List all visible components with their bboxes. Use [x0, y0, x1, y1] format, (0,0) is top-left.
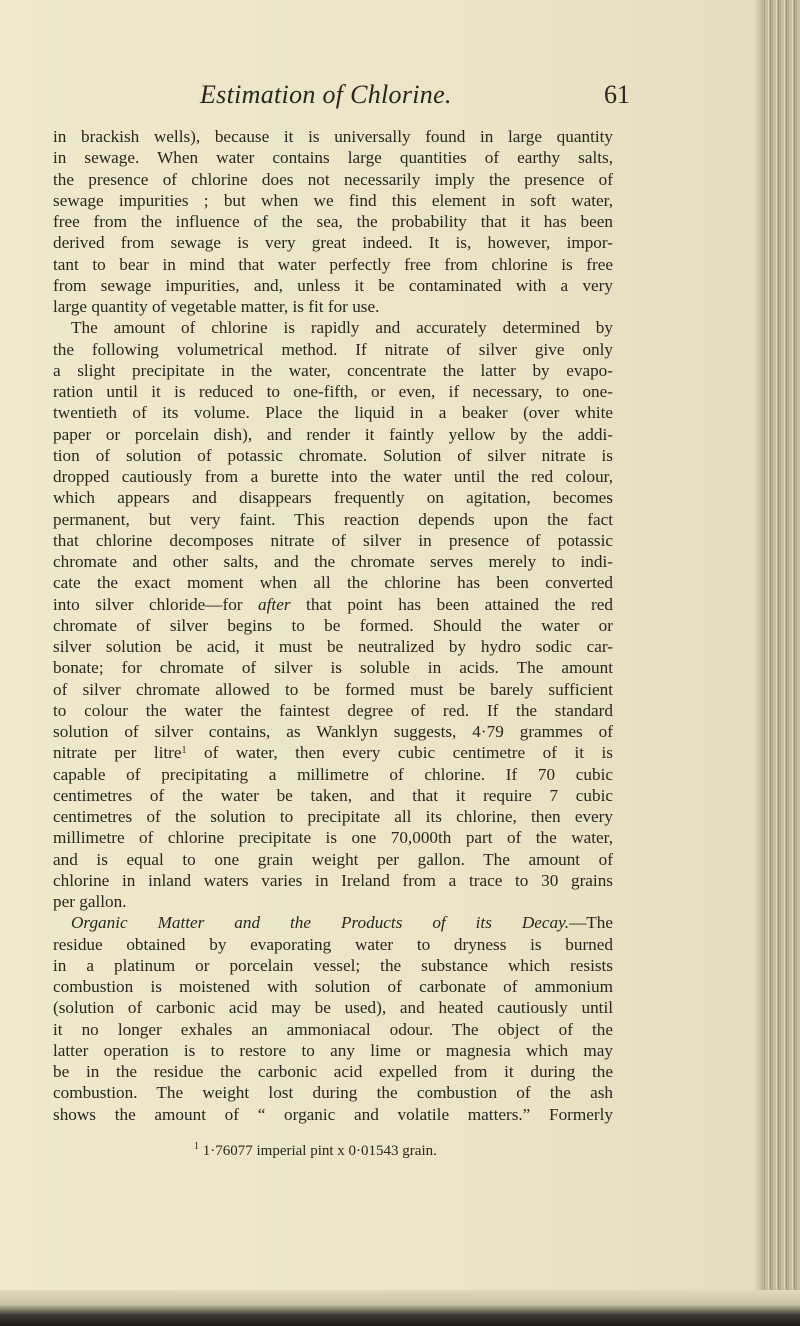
paragraph-1 [53, 126, 613, 317]
text-line: per gallon. [53, 892, 127, 911]
text-run: that point has been attained the red [290, 594, 613, 614]
text-line: shows the amount of “ organic and volatile matters.” Formerly [53, 1104, 613, 1124]
text-line: silver solution be acid, it must be neutralized by hydro sodic car- [53, 637, 613, 656]
text-line: which appears and disappears frequently on agitation, becomes [53, 488, 613, 508]
text-run: into silver chloride—for [53, 594, 259, 614]
page-bottom-edge [0, 1290, 800, 1326]
text-line: in a platinum or porcelain vessel; the substance which resists [53, 955, 613, 975]
running-title: Estimation of Chlorine. [200, 80, 452, 109]
footnote-reference: 1 [181, 745, 187, 757]
gutter-shadow [754, 0, 764, 1326]
text-line: centimetres of the water be taken, and that it require 7 cubic [53, 785, 613, 805]
text-line: dropped cautiously from a burette into the water until the red colour, [53, 467, 613, 486]
text-line: in brackish wells), because it is universally found in large quantity [53, 127, 613, 146]
paragraph-2 [53, 317, 613, 912]
footnote [194, 1143, 437, 1160]
text-line: from sewage impurities, and, unless it be contaminated with a very [53, 275, 613, 295]
page-number: 61 [604, 80, 630, 109]
footnote-marker: 1 [194, 1141, 199, 1152]
text-run: —The [569, 913, 613, 933]
text-line: be in the residue the carbonic acid expelled from it during the [53, 1062, 613, 1081]
text-line: to colour the water the faintest degree of red. If the standard [53, 700, 613, 720]
text-line: bonate; for chromate of silver is soluble in acids. The amount [53, 658, 613, 678]
text-line: solution of silver contains, as Wanklyn suggests, 4·79 grammes of [53, 722, 613, 741]
paragraph-3 [53, 912, 613, 1125]
text-line: centimetres of the solution to precipitate all its chlorine, then every [53, 807, 613, 826]
text-run: nitrate per litre [53, 743, 182, 763]
text-line: chlorine in inland waters varies in Ireland from a trace to 30 grains [53, 870, 613, 890]
text-line: twentieth of its volume. Place the liquid in a beaker (over white [53, 403, 613, 423]
text-line: permanent, but very faint. This reaction depends upon the fact [53, 509, 613, 529]
section-heading-line [53, 912, 613, 933]
text-line: tant to bear in mind that water perfectly free from chlorine is free [53, 254, 613, 274]
text-line: The amount of chlorine is rapidly and accurately determined by [71, 318, 613, 338]
text-line: millimetre of chlorine precipitate is one 70,000th part of the water, [53, 828, 613, 848]
text-line: paper or porcelain dish), and render it faintly yellow by the addi- [53, 424, 613, 444]
text-line: and is equal to one grain weight per gallon. The amount of [53, 849, 613, 869]
text-line: of silver chromate allowed to be formed must be barely sufficient [53, 679, 613, 699]
text-line: chromate and other salts, and the chromate serves merely to indi- [53, 552, 613, 571]
text-line: derived from sewage is very great indeed. It is, however, impor- [53, 233, 613, 253]
text-line [53, 594, 613, 615]
text-line [53, 742, 613, 763]
book-spine-edge [764, 0, 800, 1326]
text-line: capable of precipitating a millimetre of chlorine. If 70 cubic [53, 764, 613, 784]
italic-after: after [258, 594, 291, 614]
text-line: chromate of silver begins to be formed. Should the water or [53, 615, 613, 635]
text-run: of water, then every cubic centimetre of it is [186, 743, 613, 763]
body-text [53, 126, 613, 1125]
section-heading: Organic Matter and the Products of its Decay. [71, 913, 570, 933]
text-line: combustion. The weight lost during the combustion of the ash [53, 1083, 613, 1103]
text-line: ration until it is reduced to one-fifth, or even, if necessary, to one- [53, 382, 613, 401]
text-line: combustion is moistened with solution of carbonate of ammonium [53, 977, 613, 996]
text-line: the presence of chlorine does not necessarily imply the presence of [53, 169, 613, 189]
text-line: a slight precipitate in the water, concentrate the latter by evapo- [53, 360, 613, 380]
page-header [70, 80, 630, 114]
footnote-text: 1·76077 imperial pint x 0·01543 grain. [202, 1143, 437, 1159]
text-line: the following volumetrical method. If nitrate of silver give only [53, 339, 613, 359]
text-line: sewage impurities ; but when we find this element in soft water, [53, 190, 613, 210]
text-line: free from the influence of the sea, the probability that it has been [53, 212, 613, 231]
text-line: in sewage. When water contains large quantities of earthy salts, [53, 148, 613, 168]
text-line: it no longer exhales an ammoniacal odour. The object of the [53, 1019, 613, 1039]
text-line: latter operation is to restore to any lime or magnesia which may [53, 1040, 613, 1060]
text-line: cate the exact moment when all the chlorine has been converted [53, 573, 613, 593]
text-line: that chlorine decomposes nitrate of silver in presence of potassic [53, 530, 613, 550]
text-line: (solution of carbonic acid may be used), and heated cautiously until [53, 998, 613, 1018]
text-line: tion of solution of potassic chromate. Solution of silver nitrate is [53, 445, 613, 465]
text-line: residue obtained by evaporating water to dryness is burned [53, 934, 613, 954]
text-line: large quantity of vegetable matter, is fit for use. [53, 297, 380, 316]
